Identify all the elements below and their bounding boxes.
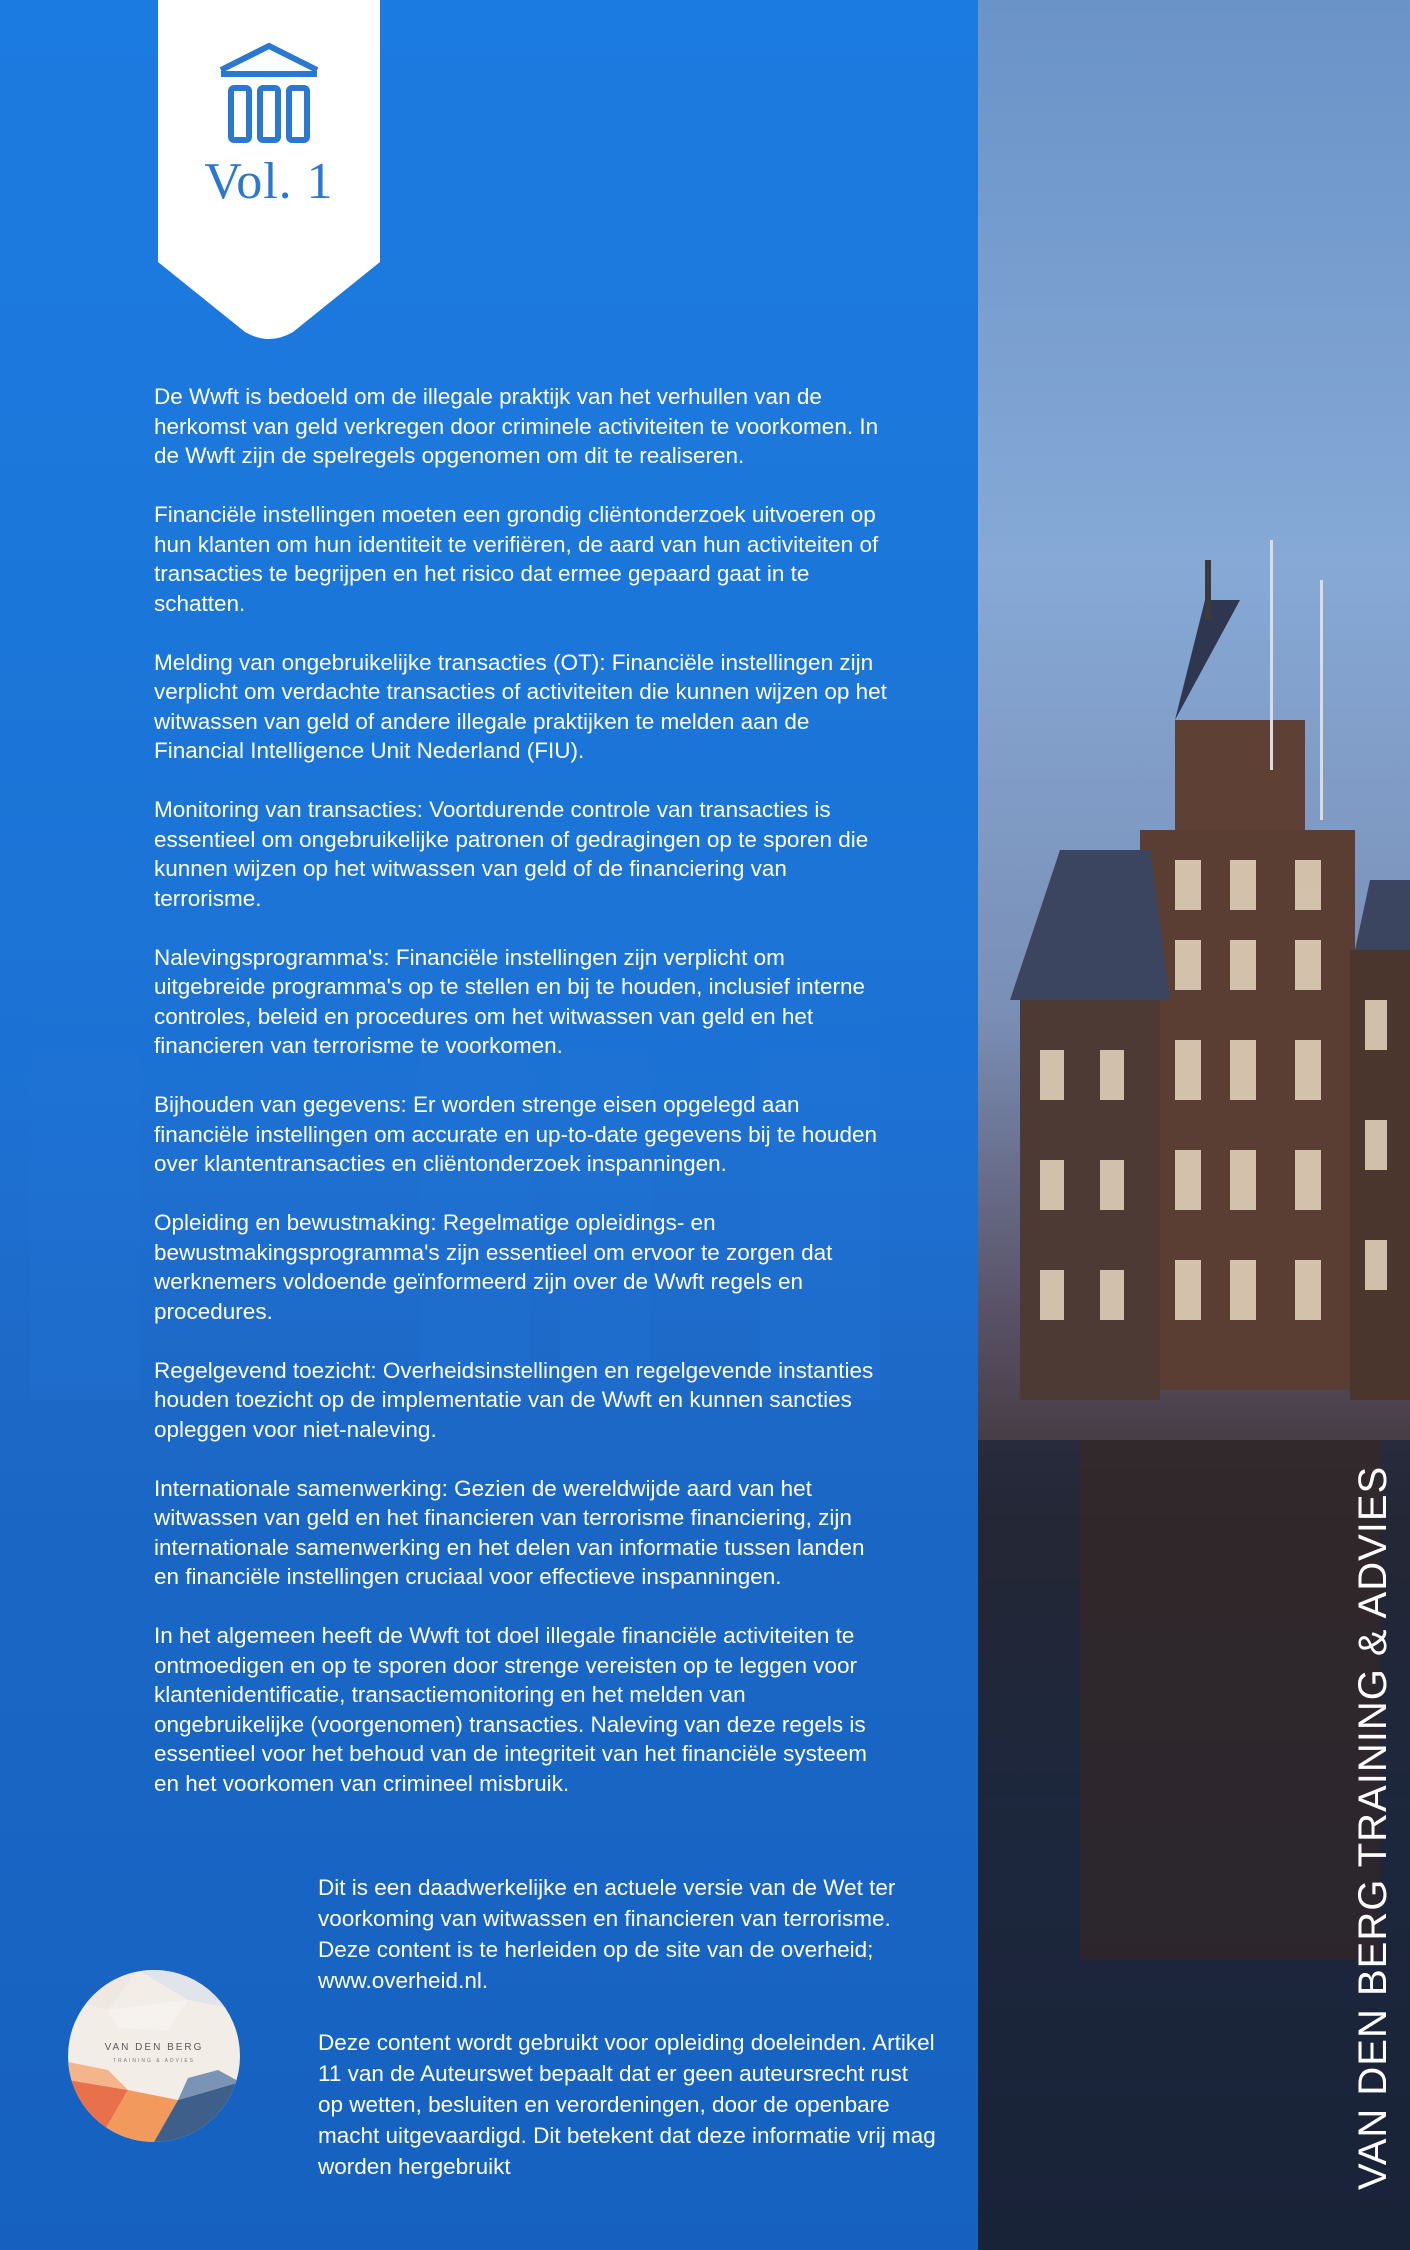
paragraph: Melding van ongebruikelijke transacties (OT): Financiële instellingen zijn verplicht om verdachte transacties of activiteiten die kunnen wijzen op het witwassen van geld of andere illegale praktijken te melden aan de Financial Intelligence Unit Nederland (FIU). [154,649,887,763]
logo-name: VAN DEN BERG [104,2042,204,2053]
building-icon [158,0,380,160]
paragraph: Nalevingsprogramma's: Financiële instellingen zijn verplicht om uitgebreide programma's op te stellen en bij te houden, inclusief interne controles, beleid en procedures om het witwassen van geld en het financieren van terrorisme te voorkomen. [154,944,865,1058]
side-brand-label: VAN DEN BERG TRAINING & ADVIES [1351,1465,1395,2190]
paragraph: In het algemeen heeft de Wwft tot doel illegale financiële activiteiten te ontmoedigen en op te sporen door strenge vereisten op te leggen voor klantenidentificatie, transactiemonitoring en het melden van ongebruikelijke (voorgenomen) transacties. Naleving van deze regels is essentieel voor het behoud van de integriteit van het financiële systeem en het voorkomen van crimineel misbruik. [154,1623,867,1796]
source-note-paragraph: Dit is een daadwerkelijke en actuele versie van de Wet ter voorkoming van witwassen en financieren van terrorisme. Deze content is te herleiden op de site van de overheid; www.overheid.nl. [318,1875,896,1993]
source-note [318,1872,938,2213]
logo-pattern [68,1970,240,2142]
paragraph: De Wwft is bedoeld om de illegale praktijk van het verhullen van de herkomst van geld verkregen door criminele activiteiten te voorkomen. In de Wwft zijn de spelregels opgenomen om dit te realiseren. [154,384,879,468]
paragraph: Financiële instellingen moeten een grondig cliëntonderzoek uitvoeren op hun klanten om hun identiteit te verifiëren, de aard van hun activiteiten of transacties te begrijpen en het risico dat ermee gepaard gaat in te schatten. [154,502,879,616]
paragraph: Monitoring van transacties: Voortdurende controle van transacties is essentieel om ongebruikelijke patronen of gedragingen op te sporen die kunnen wijzen op het witwassen van geld of de financiering van terrorisme. [154,797,869,911]
source-note-paragraph: Deze content wordt gebruikt voor opleiding doeleinden. Artikel 11 van de Auteurswet bepaalt dat er geen auteursrecht rust op wetten, besluiten en verordeningen, door de openbare macht uitgevaardigd. Dit betekent dat deze informatie vrij mag worden hergebruikt [318,2030,936,2179]
paragraph: Bijhouden van gegevens: Er worden strenge eisen opgelegd aan financiële instellingen om accurate en up-to-date gegevens bij te houden over klantentransacties en cliëntonderzoek inspanningen. [154,1092,877,1176]
body-text [154,382,894,1828]
company-logo [68,1970,240,2142]
paragraph: Regelgevend toezicht: Overheidsinstellingen en regelgevende instanties houden toezicht op de implementatie van de Wwft en kunnen sancties opleggen voor niet-naleving. [154,1357,874,1442]
volume-banner [158,0,380,340]
paragraph: Opleiding en bewustmaking: Regelmatige opleidings- en bewustmakingsprogramma's zijn essentieel om ervoor te zorgen dat werknemers voldoende geïnformeerd zijn over de Wwft regels en procedures. [154,1210,833,1324]
paragraph: Internationale samenwerking: Gezien de wereldwijde aard van het witwassen van geld en het financieren van terrorisme financiering, zijn internationale samenwerking en het delen van informatie tussen landen en financiële instellingen cruciaal voor effectieve inspanningen. [154,1475,865,1589]
logo-subtitle: TRAINING & ADVIES [112,2058,196,2064]
volume-label: Vol. 1 [204,153,334,210]
